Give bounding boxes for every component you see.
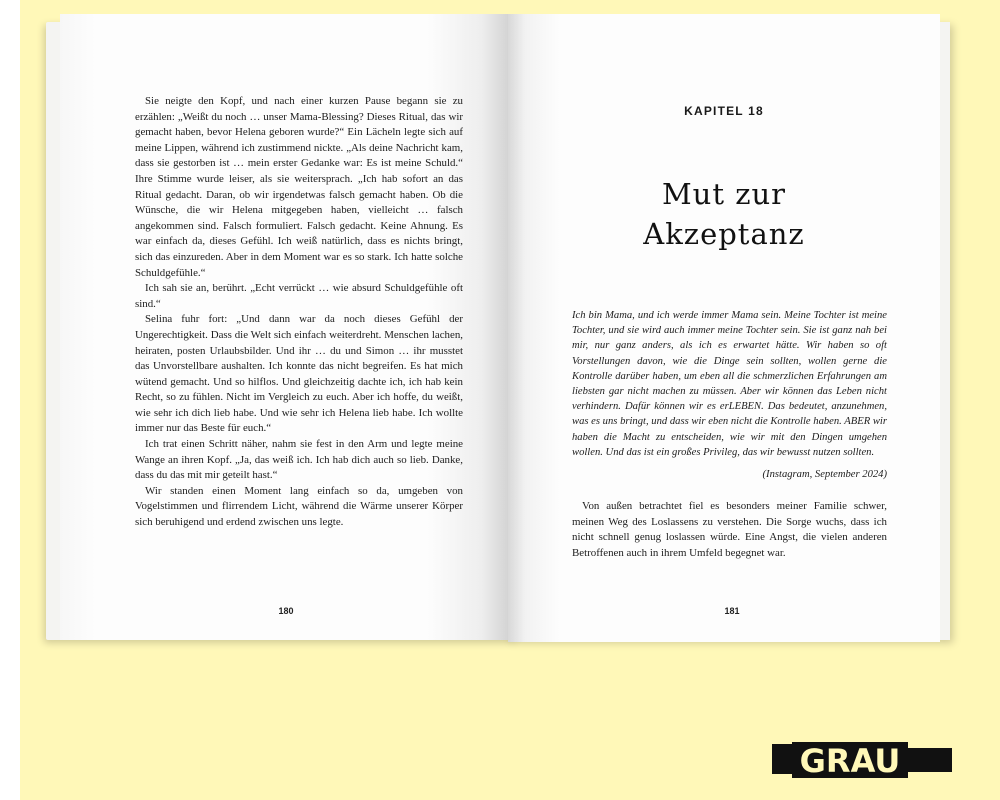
- body-paragraph: Sie neigte den Kopf, und nach einer kurzen Pause begann sie zu erzählen: „Weißt du noch … unser Mama-Blessing? Dieses Ritual, das wir gemacht haben, bevor Helena geboren wurde?“ Ein Lächeln legte sich auf meine Lippen, während ich zustimmend nickte. „Als deine Nachricht kam, dass sie gestorben ist … mein erster Gedanke war: Es ist meine Schuld.“ Ihre Stimme wurde leiser, als sie weitersprach. „Ich hab sofort an das Ritual gedacht. Daran, ob wir irgendetwas falsch gemacht haben. Ob die Wünsche, die wir Helena mitgegeben haben, vielleicht … falsch angekommen sind. Falsch formuliert. Falsch gedacht. Keine Ahnung. Es war einfach da, dieses Gefühl. Ich weiß natürlich, dass es nichts bringt, sich das einzureden. Aber in dem Moment war es so stark. Ich hatte solche Schuldgefühle.“: [135, 95, 463, 279]
- epigraph-quote: Ich bin Mama, und ich werde immer Mama sein. Meine Tochter ist meine Tochter, und sie wird auch immer meine Tochter sein. Sie ist ganz nah bei mir, nur ganz anders, als ich es erwartet hätte. Wir haben so oft Vorstellungen davon, wie die Dinge sein sollten, wollen gerne die Kontrolle darüber haben, um eben all die schmerzlichen Erfahrungen am liebsten gar nicht machen zu müssen. Aber wir können das Leben nicht verhindern. Dafür können wir es erLEBEN. Das bedeutet, anzunehmen, was es uns bringt, und dass wir eben nicht die Kontrolle haben. ABER wir haben die Macht zu entscheiden, wie wir mit den Dingen umgehen wollen. Und das ist ein großes Privileg, das wir bewusst nutzen sollten.: [572, 310, 887, 458]
- body-paragraph: Von außen betrachtet fiel es besonders meiner Familie schwer, meinen Weg des Loslassens zu verstehen. Die Sorge wuchs, dass ich nicht schnell genug loslassen würde. Eine Angst, die vielen anderen Betroffenen auch in ihrem Umfeld begegnet war.: [572, 500, 887, 559]
- chapter-title-line-1: Mut zur: [661, 177, 787, 211]
- chapter-label: KAPITEL 18: [684, 104, 764, 118]
- body-paragraph: Wir standen einen Moment lang einfach so da, umgeben von Vogelstimmen und flirrendem Licht, während die Wärme unserer Körper sich beruhigend und erdend zwischen uns legte.: [135, 484, 463, 529]
- right-page-body: [572, 499, 887, 561]
- right-page: [508, 14, 940, 642]
- chapter-title: [508, 174, 940, 254]
- chapter-title-line-2: Akzeptanz: [643, 217, 805, 251]
- body-paragraph: Selina fuhr fort: „Und dann war da noch dieses Gefühl der Ungerechtigkeit. Dass die Welt sich einfach weiterdreht. Menschen lachen, heiraten, posten Urlaubsbilder. Und ihr … du und Simon … ihr musstet das Unvorstellbare aushalten. Ich konnte das nicht begreifen. Es hat mich wütend gemacht. Und so hilflos. Und gleichzeitig dachte ich, ich hab kein Recht, so zu fühlen. Nicht im Vergleich zu euch. Aber ich hoffe, du weißt, wie sehr ich dich lieb habe. Und wie sehr ich Helena lieb habe. Ich wollte immer nur das Beste für euch.“: [135, 313, 463, 435]
- epigraph-source: (Instagram, September 2024): [762, 469, 887, 480]
- body-paragraph: Ich sah sie an, berührt. „Echt verrückt … wie absurd Schuldgefühle oft sind.“: [135, 282, 463, 310]
- page-number-right: 181: [724, 606, 740, 616]
- page-number-left: 180: [278, 606, 294, 616]
- body-paragraph: Ich trat einen Schritt näher, nahm sie fest in den Arm und legte meine Wange an ihren Kopf. „Ja, das weiß ich. Ich hab dich auch so lieb. Danke, dass du das mit mir geteilt hast.“: [135, 438, 463, 482]
- left-page: [60, 14, 508, 640]
- publisher-logo: [772, 742, 952, 778]
- left-page-body: [135, 94, 463, 531]
- publisher-logo-text: GRAU: [799, 742, 901, 778]
